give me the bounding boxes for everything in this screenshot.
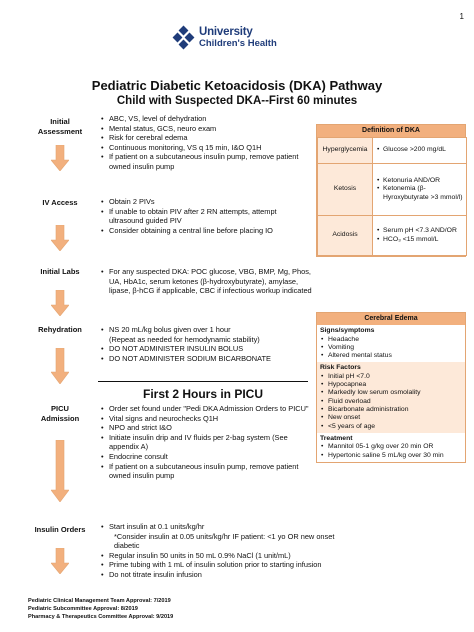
list-item: • DO NOT ADMINISTER INSULIN BOLUS [100,344,312,354]
page-subtitle: Child with Suspected DKA--First 60 minutes [116,95,358,107]
logo-mark-icon [172,26,196,50]
down-arrow-icon [51,440,69,502]
university-childrens-health-logo [172,26,277,50]
list-item: • Initiate insulin drip and IV fluids per 2-bag system (See appendix A) [100,433,312,452]
picu-admission-list [100,404,312,481]
list-item: • Consider obtaining a central line before placing IO [100,226,312,236]
list-item: • Obtain 2 PIVs [100,197,312,207]
definition-key: Acidosis [318,216,373,256]
definition-value: • Ketonemia (β-Hyroxybutyrate >3 mmol/l) [376,185,463,202]
section-divider [98,381,308,382]
list-item: • <5 years of age [320,423,462,431]
list-item: • If patient on a subcutaneous insulin pump, remove patient owned insulin pump [100,152,312,171]
list-item: • Continuous monitoring, VS q 15 min, I&O Q1H [100,143,312,153]
footer-approval-3: Pharmacy & Therapeutics Committee Approval: 9/2019 [28,614,174,620]
list-item: • ABC, VS, level of dehydration [100,114,312,124]
list-item: • DO NOT ADMINISTER SODIUM BICARBONATE [100,354,312,364]
list-item: • Initial pH <7.0 [320,373,462,381]
iv-access-list [100,197,312,235]
list-item-note: (Repeat as needed for hemodynamic stability) [109,334,260,344]
definition-key: Ketosis [318,164,373,216]
footer-approval-1: Pediatric Clinical Management Team Approval: 7/2019 [28,598,171,604]
treatment-heading: Treatment [320,434,353,442]
list-item: • Order set found under "Pedi DKA Admission Orders to PICU" [100,404,312,414]
definition-box-heading: Definition of DKA [317,125,465,137]
down-arrow-icon [51,348,69,384]
logo-line-2: Children's Health [199,38,277,49]
list-item: • Headache [320,336,462,344]
definition-of-dka-box [316,124,466,257]
list-item: • Start insulin at 0.1 units/kg/hr [100,522,360,532]
down-arrow-icon [51,145,69,171]
table-row [318,216,467,256]
definition-value: • Ketonuria AND/OR [376,177,463,186]
list-item: • Regular insulin 50 units in 50 mL 0.9% NaCl (1 unit/mL) [100,551,360,561]
section-heading: First 2 Hours in PICU [142,387,264,401]
initial-labs-list [100,267,316,296]
list-item: • For any suspected DKA: POC glucose, VBG, BMP, Mg, Phos, UA, HbA1c, serum ketones (β-hydroxybutyrate), amylase, lipase, β-hCG if applicable, CBC if infectious workup indicated [100,267,316,296]
list-item: • Risk for cerebral edema [100,133,312,143]
list-item: • New onset [320,414,462,422]
list-item: • NS 20 mL/kg bolus given over 1 hour [100,325,312,335]
cerebral-edema-box [316,312,466,463]
page-title: Pediatric Diabetic Ketoacidosis (DKA) Pathway [91,78,383,93]
symptoms-heading: Signs/symptoms [320,327,375,334]
definition-value: • HCO₃ <15 mmol/L [376,236,463,245]
step-label-insulin-orders: Insulin Orders [34,525,86,534]
list-item: • Vomiting [320,344,462,352]
list-item: • Prime tubing with 1 mL of insulin solution prior to starting infusion [100,560,360,570]
list-item: • Do not titrate insulin infusion [100,570,360,580]
list-item: • Altered mental status [320,352,462,360]
down-arrow-icon [51,290,69,316]
list-item: • If patient on a subcutaneous insulin pump, remove patient owned insulin pump [100,462,312,481]
down-arrow-icon [51,225,69,251]
risk-factors-heading: Risk Factors [320,364,361,372]
step-label-picu-admission: PICU Admission [40,404,80,423]
logo-line-1: University [199,26,253,38]
table-row [318,138,467,164]
table-row [318,164,467,216]
list-item: • Hypocapnea [320,381,462,389]
page-number: 1 [459,12,464,21]
step-label-initial-labs: Initial Labs [40,267,80,276]
step-label-iv-access: IV Access [42,198,78,207]
definition-table [317,137,467,256]
list-item: • NPO and strict I&O [100,423,312,433]
list-item: • Fluid overload [320,398,462,406]
definition-key: Hyperglycemia [318,138,373,164]
down-arrow-icon [51,548,69,574]
rehydration-list [100,325,312,363]
list-item: • Hypertonic saline 5 mL/kg over 30 min [320,452,462,460]
step-label-initial-assessment: Initial Assessment [37,117,83,136]
initial-assessment-list [100,114,312,172]
list-item: • Endocrine consult [100,452,312,462]
list-item: • Vital signs and neurochecks Q1H [100,414,312,424]
step-label-rehydration: Rehydration [38,325,82,334]
cerebral-edema-heading: Cerebral Edema [317,313,465,325]
list-item: • Mannitol 05-1 g/kg over 20 min OR [320,443,462,451]
insulin-orders-list [100,522,360,580]
footer-approval-2: Pediatric Subcommittee Approval: 8/2019 [28,606,138,612]
list-item: • If unable to obtain PIV after 2 RN attempts, attempt ultrasound guided PIV [100,207,312,226]
list-item: • Mental status, GCS, neuro exam [100,124,312,134]
definition-value: • Serum pH <7.3 AND/OR [376,227,463,236]
list-item: • Bicarbonate administration [320,406,462,414]
list-item-note: *Consider insulin at 0.05 units/kg/hr IF patient: <1 yo OR new onset diabetic [114,531,335,551]
definition-value: • Glucose >200 mg/dL [376,146,463,155]
list-item: • Markedly low serum osmolality [320,389,462,397]
